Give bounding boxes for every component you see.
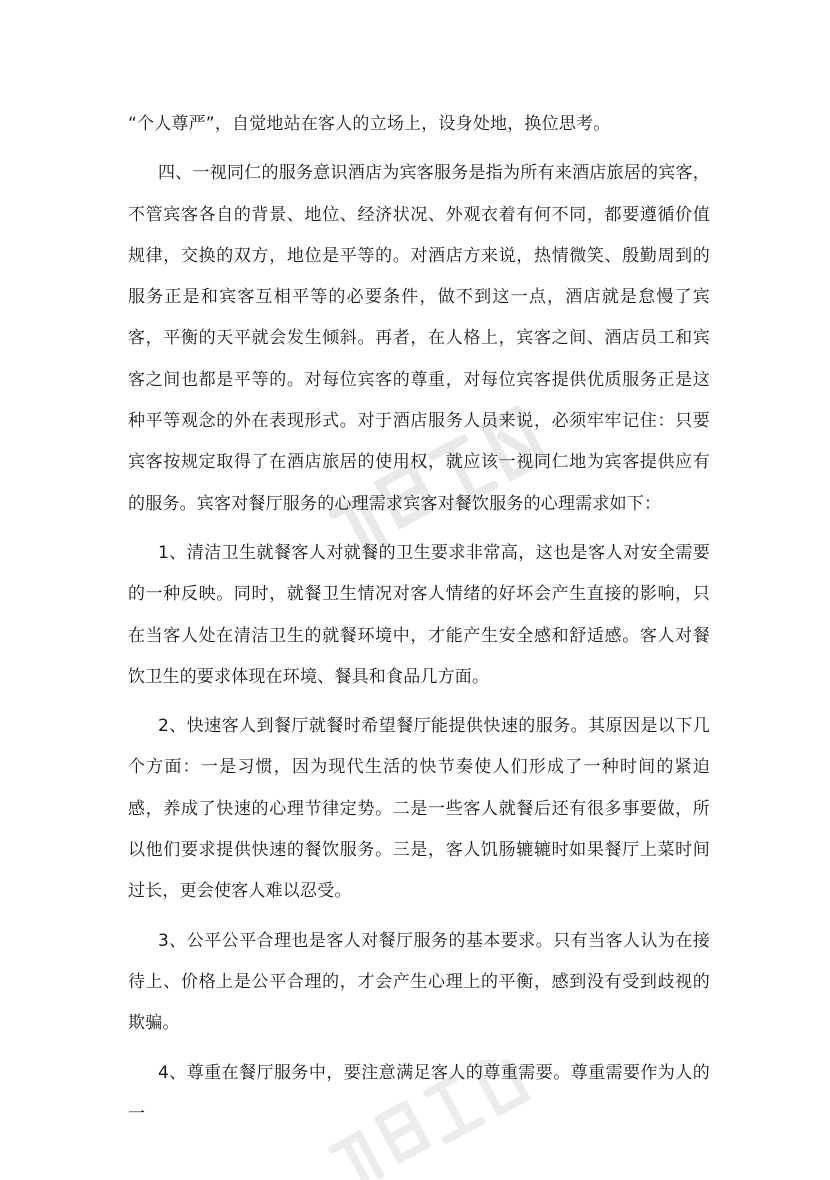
document-body [128, 104, 710, 1143]
paragraph-section-four: 四、一视同仁的服务意识酒店为宾客服务是指为所有来酒店旅居的宾客，不管宾客各自的背景、地位、经济状况、外观衣着有何不同，都要遵循价值规律，交换的双方，地位是平等的。对酒店方来说，热情微笑、殷勤周到的服务正是和宾客互相平等的必要条件，做不到这一点，酒店就是怠慢了宾客，平衡的天平就会发生倾斜。再者，在人格上，宾客之间、酒店员工和宾客之间也都是平等的。对每位宾客的尊重，对每位宾客提供优质服务正是这种平等观念的外在表现形式。对于酒店服务人员来说，必须牢牢记住：只要宾客按规定取得了在酒店旅居的使用权，就应该一视同仁地为宾客提供应有的服务。宾客对餐厅服务的心理需求宾客对餐饮服务的心理需求如下： [128, 163, 710, 514]
paragraph-continuation: “个人尊严”，自觉地站在客人的立场上，设身处地，换位思考。 [128, 114, 611, 134]
paragraph-item-cleanliness: 1、清洁卫生就餐客人对就餐的卫生要求非常高，这也是客人对安全需要的一种反映。同时，就餐卫生情况对客人情绪的好坏会产生直接的影响，只在当客人处在清洁卫生的就餐环境中，才能产生安全感和舒适感。客人对餐饮卫生的要求体现在环境、餐具和食品几方面。 [128, 542, 710, 687]
paragraph-item-speed: 2、快速客人到餐厅就餐时希望餐厅能提供快速的服务。其原因是以下几个方面：一是习惯，因为现代生活的快节奏使人们形成了一种时间的紧迫感，养成了快速的心理节律定势。二是一些客人就餐后还有很多事要做，所以他们要求提供快速的餐饮服务。三是，客人饥肠辘辘时如果餐厅上菜时间过长，更会使客人难以忍受。 [128, 716, 710, 902]
paragraph-item-fairness: 3、公平公平合理也是客人对餐厅服务的基本要求。只有当客人认为在接待上、价格上是公平合理的，才会产生心理上的平衡，感到没有受到歧视的欺骗。 [128, 930, 710, 1034]
paragraph-item-respect: 4、尊重在餐厅服务中，要注意满足客人的尊重需要。尊重需要作为人的一 [128, 1062, 710, 1124]
